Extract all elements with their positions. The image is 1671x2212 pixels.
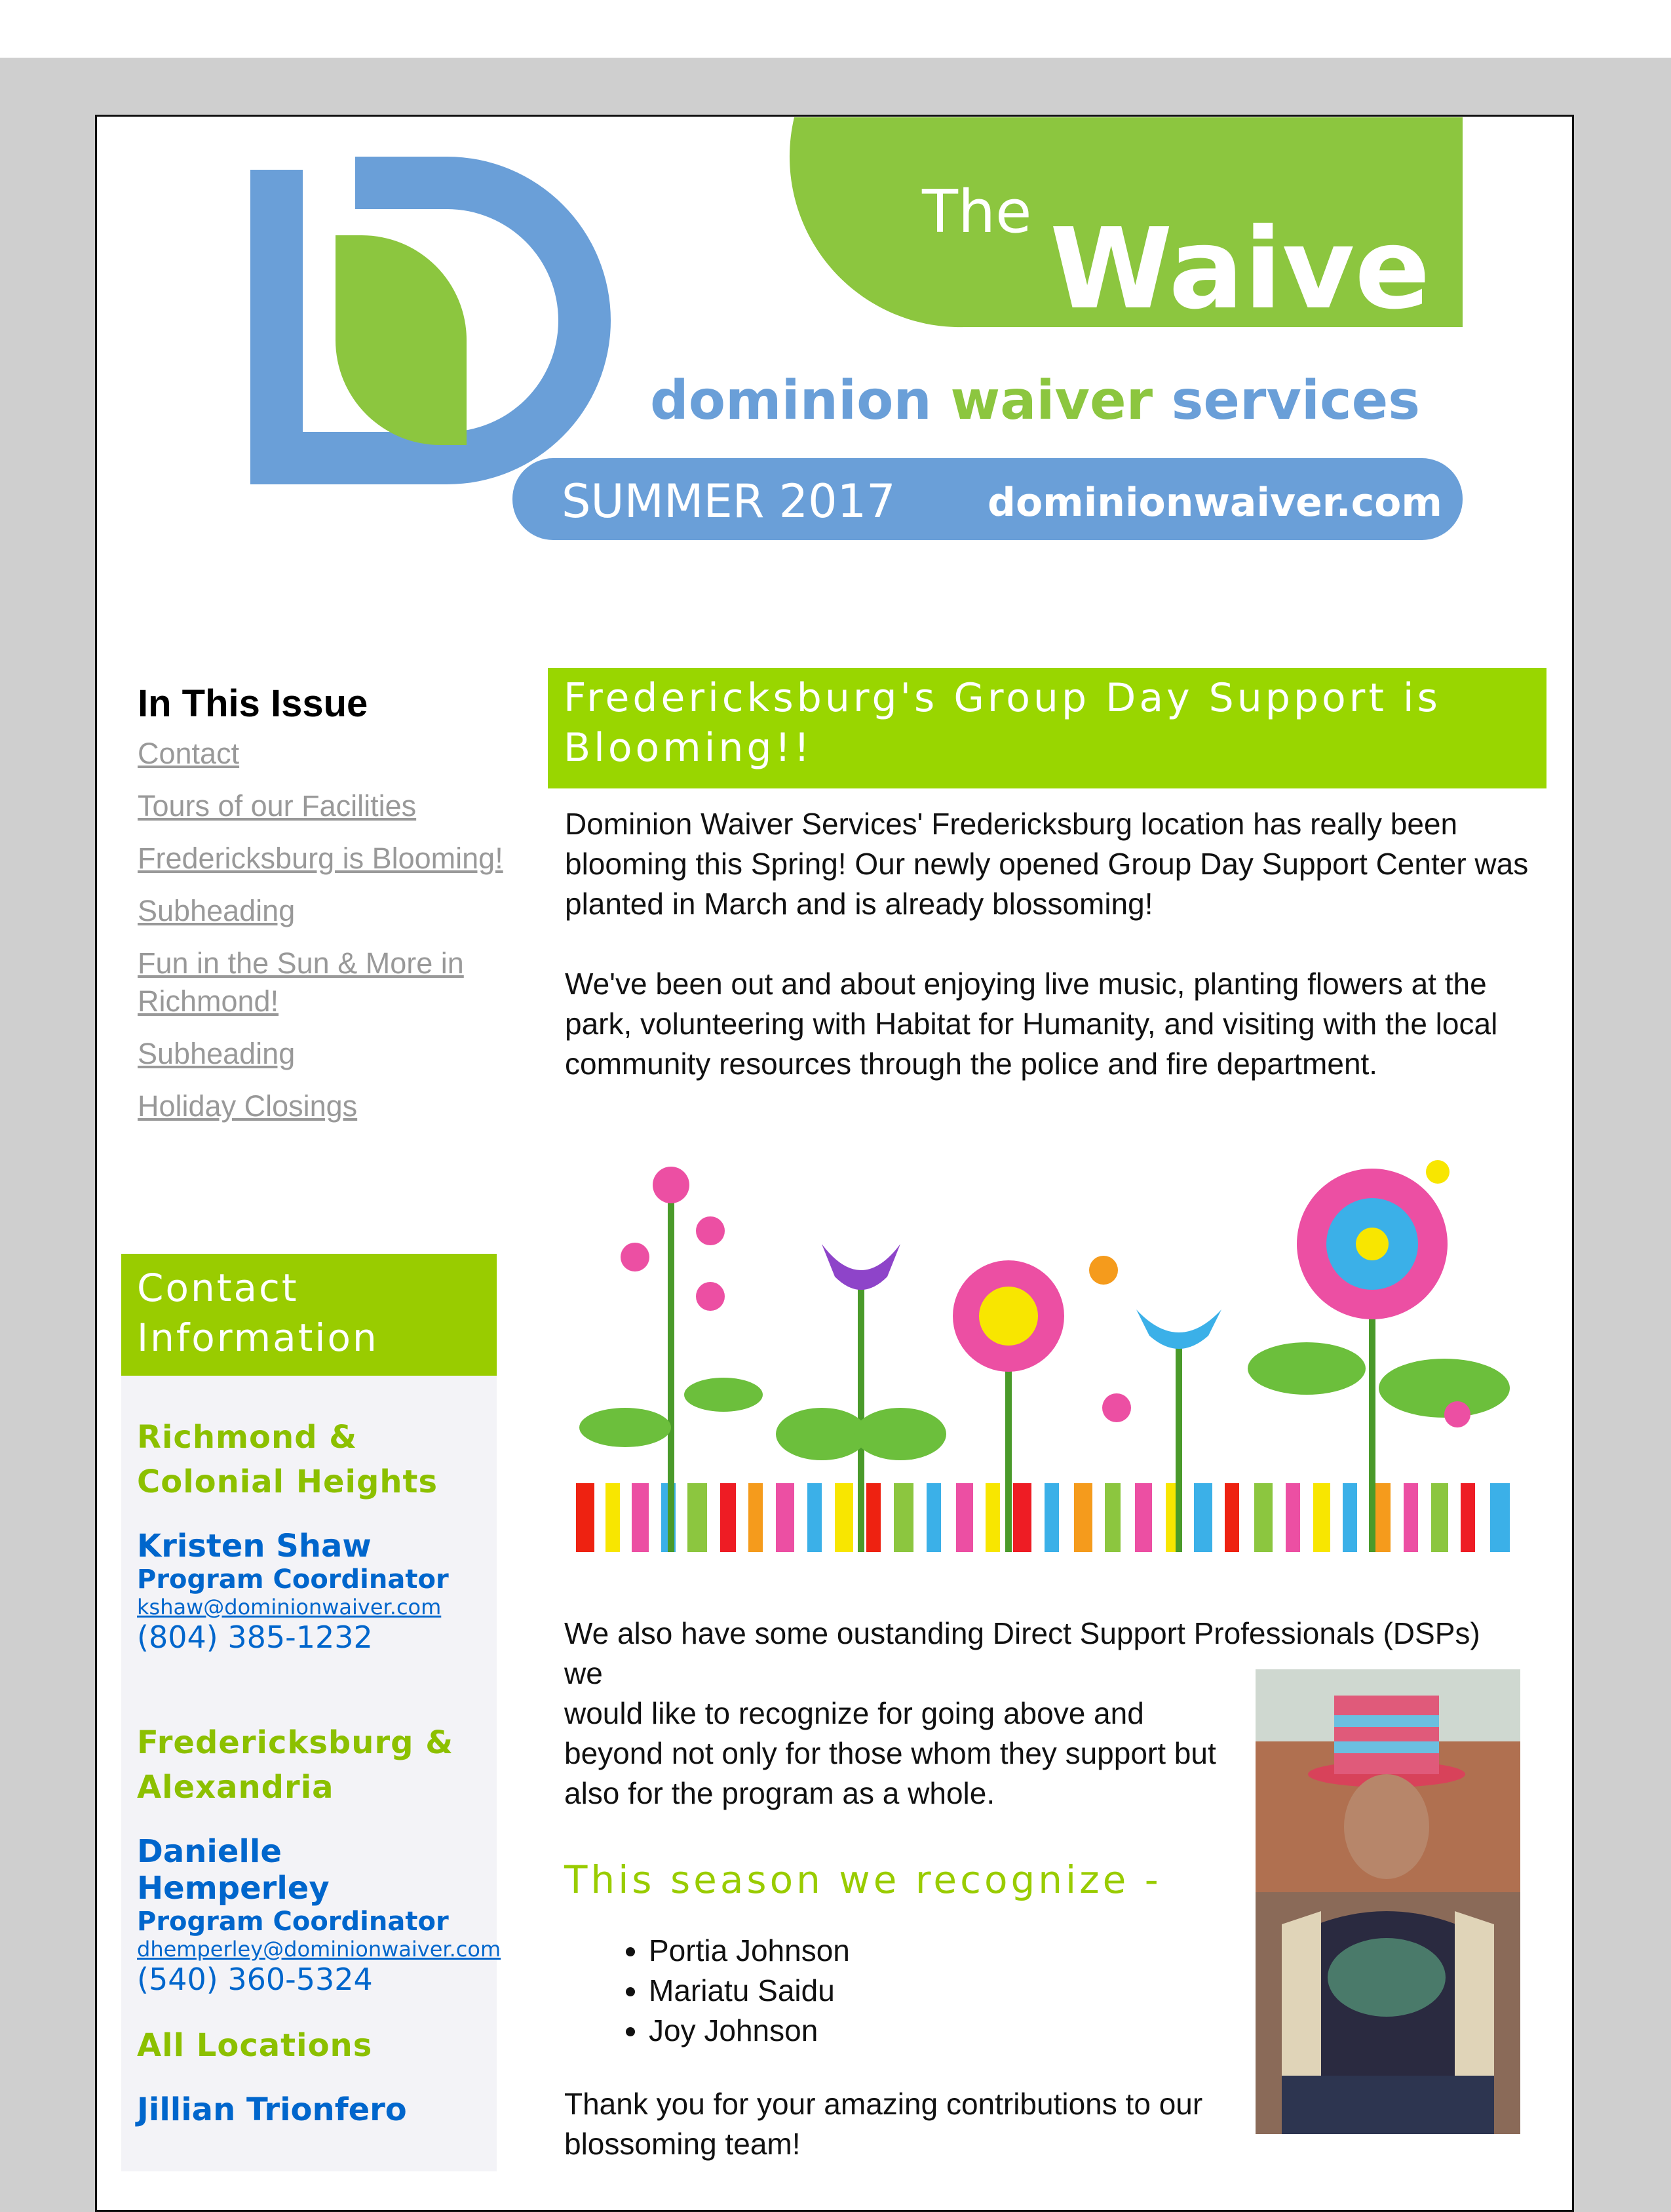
svg-text:The: The xyxy=(922,178,1032,246)
in-this-issue xyxy=(138,682,505,1140)
svg-text:SUMMER 2017: SUMMER 2017 xyxy=(562,475,896,528)
contact-name: Jillian Trionfero xyxy=(137,2091,407,2128)
thanks-paragraph: Thank you for your amazing contributions to our blossoming team! xyxy=(564,2087,1203,2161)
dsp-photo xyxy=(1256,1669,1520,2134)
contact-phone: (804) 385-1232 xyxy=(137,1620,373,1655)
contact-heading: Contact Information xyxy=(121,1254,497,1376)
toc-link-subheading-2[interactable]: Subheading xyxy=(138,1037,296,1070)
contact-role: Program Coordinator xyxy=(137,1564,449,1595)
contact-email-link[interactable]: dhemperley@dominionwaiver.com xyxy=(137,1937,501,1962)
contact-name: Danielle Hemperley xyxy=(137,1833,330,1907)
contact-email-link[interactable]: kshaw@dominionwaiver.com xyxy=(137,1595,442,1620)
in-this-issue-heading: In This Issue xyxy=(138,682,368,725)
flowers-illustration xyxy=(573,1159,1518,1552)
location-heading: Fredericksburg & Alexandria xyxy=(137,1724,454,1806)
article xyxy=(548,668,1546,1084)
article-heading: Fredericksburg's Group Day Support is Blooming!! xyxy=(548,668,1546,788)
svg-text:dominionwaiver.com: dominionwaiver.com xyxy=(988,480,1442,526)
contact-info-box xyxy=(121,1254,501,2171)
toc-link-richmond[interactable]: Fun in the Sun & More in Richmond! xyxy=(138,946,464,1018)
dsp-text-line: We also have some oustanding Direct Support Professionals (DSPs) we xyxy=(564,1616,1480,1690)
banner-logo xyxy=(204,117,1463,573)
contact-role: Program Coordinator xyxy=(137,1907,449,1937)
dsp-text-rest: would like to recognize for going above and beyond not only for those whom they support but also for the program as a whole. xyxy=(564,1696,1216,1810)
location-heading: Richmond & Colonial Heights xyxy=(137,1419,438,1500)
recognized-list xyxy=(609,1931,850,2051)
recognized-name: • Portia Johnson xyxy=(649,1931,850,1971)
top-band xyxy=(0,0,1671,58)
contact-name: Kristen Shaw xyxy=(137,1528,372,1564)
logo-leaf xyxy=(336,235,467,445)
recognize-heading: This season we recognize - xyxy=(564,1857,1162,1902)
contact-phone: (540) 360-5324 xyxy=(137,1962,373,1997)
toc-link-holiday[interactable]: Holiday Closings xyxy=(138,1089,358,1123)
svg-text:Waive: Waive xyxy=(1050,204,1431,334)
stripes xyxy=(573,1480,1518,1552)
recognized-name: • Joy Johnson xyxy=(649,2011,850,2051)
toc-links xyxy=(138,735,505,1125)
svg-text:dominion waiver services: dominion waiver services xyxy=(650,370,1421,432)
article-paragraph: Dominion Waiver Services' Fredericksburg location has really been blooming this Spring! Our newly opened Group Day Support Center was planted in March and is already blossoming! xyxy=(565,807,1529,921)
toc-link-subheading[interactable]: Subheading xyxy=(138,894,296,927)
article-paragraph: We've been out and about enjoying live music, planting flowers at the park, volunteering with Habitat for Humanity, and visiting with the local community resources through the police and fire department. xyxy=(565,967,1498,1081)
location-heading: All Locations xyxy=(137,2027,373,2064)
toc-link-contact[interactable]: Contact xyxy=(138,737,240,770)
toc-link-fredericksburg[interactable]: Fredericksburg is Blooming! xyxy=(138,842,503,875)
recognized-name: • Mariatu Saidu xyxy=(649,1971,850,2011)
toc-link-tours[interactable]: Tours of our Facilities xyxy=(138,789,417,823)
